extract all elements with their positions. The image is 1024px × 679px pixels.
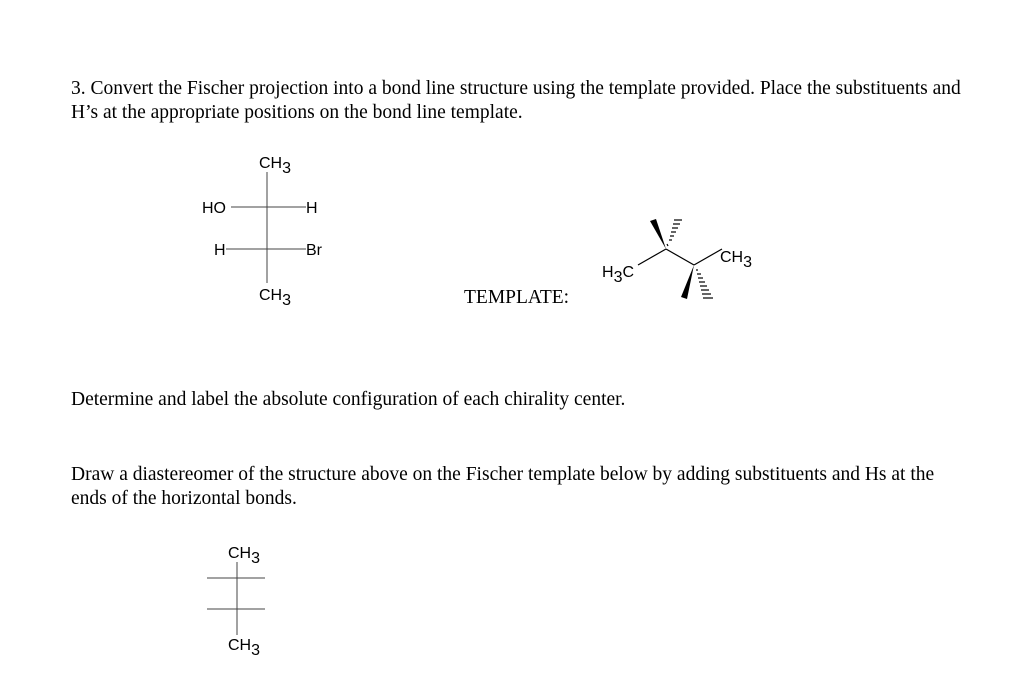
bondline-bond-right [694, 249, 722, 265]
template-label: TEMPLATE: [464, 287, 570, 308]
fischer-bottom-group [259, 287, 291, 309]
blank-fischer-bottom-group [228, 637, 260, 659]
fischer-projection [202, 155, 323, 309]
blank-fischer-bottom-label: CH3 [228, 637, 261, 659]
blank-fischer-top-label: CH3 [228, 545, 261, 567]
fischer-top-label: CH3 [259, 155, 292, 177]
fischer-row1-right: H [306, 200, 318, 217]
configuration-instruction-text: Determine and label the absolute configuration of each chirality center. [71, 389, 626, 410]
bondline-right-group [720, 249, 752, 271]
question-intro-text: 3. Convert the Fischer projection into a bond line structure using the template provided. Place the substituents and H’s at the appropriate positions on the bond line template. [71, 78, 961, 123]
fischer-row2-right: Br [306, 242, 322, 259]
fischer-row2-left: H [214, 242, 226, 259]
hash-bond-c2 [667, 220, 682, 246]
blank-fischer-template [207, 545, 265, 659]
bondline-right-label: CH3 [720, 249, 753, 271]
blank-fischer-top-group [228, 545, 260, 567]
bondline-bond-left [638, 249, 666, 265]
bondline-left-label: H3C [602, 264, 635, 286]
diastereomer-instruction-text: Draw a diastereomer of the structure above on the Fischer template below by adding substituents and Hs at the ends of the horizontal bonds. [71, 464, 935, 509]
bondline-bond-center [666, 249, 694, 265]
fischer-top-group [259, 155, 291, 177]
wedge-bond-c3 [681, 265, 694, 299]
wedge-bond-c2 [650, 219, 666, 249]
hash-bond-c3 [696, 270, 713, 298]
fischer-row1-left: HO [202, 200, 226, 217]
bondline-template [602, 219, 752, 299]
bondline-left-group [602, 264, 634, 286]
fischer-bottom-label: CH3 [259, 287, 292, 309]
